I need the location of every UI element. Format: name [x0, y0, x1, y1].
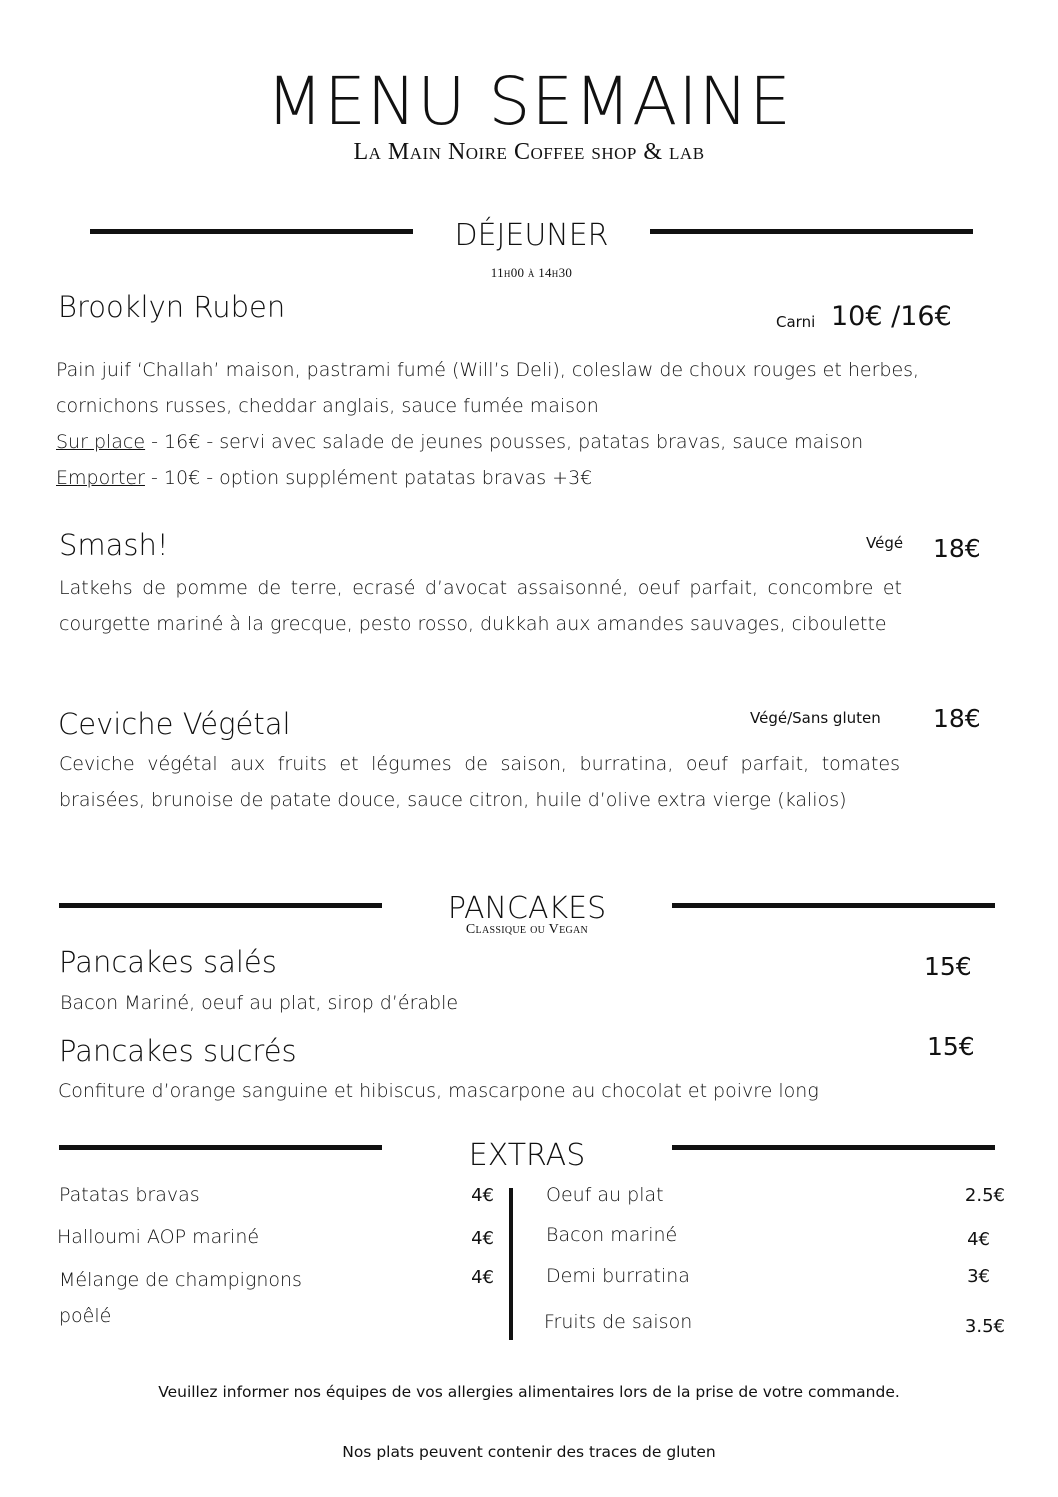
- extra-item-name: Fruits de saison: [544, 1311, 693, 1333]
- allergy-note: Veuillez informer nos équipes de vos allergies alimentaires lors de la prise de votre commande.: [158, 1383, 900, 1401]
- extra-item-price: 3€: [967, 1266, 990, 1287]
- dish-price: 15€: [927, 1032, 975, 1061]
- section-divider-right: [650, 229, 973, 234]
- dish-name: Pancakes salés: [59, 945, 277, 979]
- dish-tag: Végé/Sans gluten: [750, 709, 881, 727]
- gluten-note: Nos plats peuvent contenir des traces de gluten: [342, 1443, 716, 1461]
- page-title: MENU SEMAINE: [266, 63, 792, 140]
- extra-item-price: 3.5€: [964, 1316, 1005, 1337]
- extra-item-name: Patatas bravas: [59, 1184, 200, 1206]
- dish-tag: Végé: [866, 534, 904, 552]
- dish-tag: Carni: [776, 313, 816, 331]
- option-text: - 16€ - servi avec salade de jeunes pousses, patatas bravas, sauce maison: [145, 431, 864, 453]
- dish-price: 10€ /16€: [831, 301, 952, 332]
- dish-name: Smash!: [59, 528, 169, 562]
- section-title-extras: EXTRAS: [468, 1138, 586, 1173]
- section-divider-left: [59, 903, 382, 908]
- section-divider-left: [90, 229, 413, 234]
- extra-item-name: Halloumi AOP mariné: [57, 1226, 260, 1248]
- dish-price: 18€: [933, 534, 981, 563]
- dish-description: Bacon Mariné, oeuf au plat, sirop d’érable: [60, 992, 459, 1014]
- dish-description: Pain juif ‘Challah’ maison, pastrami fumé (Will’s Deli), coleslaw de choux rouges et herbes, cornichons russes, cheddar anglais, sauce fumée maison: [56, 359, 920, 417]
- option-label: Emporter: [56, 467, 145, 489]
- dish-price: 18€: [933, 704, 981, 733]
- dish-option-emporter: [56, 460, 976, 496]
- option-text: - 10€ - option supplément patatas bravas +3€: [144, 467, 593, 489]
- dish-name: Ceviche Végétal: [58, 707, 291, 741]
- extra-item-name: Mélange de champignons poêlé: [59, 1269, 302, 1327]
- dish-description: Latkehs de pomme de terre, ecrasé d’avocat assaisonné, oeuf parfait, concombre et courgette mariné à la grecque, pesto rosso, dukkah aux amandes sauvages, ciboulette: [59, 577, 902, 635]
- extra-item-name: Demi burratina: [546, 1265, 690, 1287]
- extra-item-price: 4€: [471, 1267, 494, 1288]
- section-subtitle: Classique ou Vegan: [465, 922, 589, 937]
- section-title-dejeuner: DÉJEUNER: [454, 218, 609, 253]
- dish-option-sur-place: [56, 424, 976, 460]
- extra-item-price: 4€: [471, 1228, 494, 1249]
- dish-name: Pancakes sucrés: [59, 1034, 297, 1068]
- page-subtitle: La Main Noire Coffee shop & lab: [353, 139, 705, 165]
- column-divider: [509, 1188, 513, 1340]
- section-divider-right: [672, 903, 995, 908]
- section-divider-right: [672, 1145, 995, 1150]
- dish-name: Brooklyn Ruben: [58, 290, 286, 324]
- extra-item-price: 4€: [471, 1185, 494, 1206]
- section-divider-left: [59, 1145, 382, 1150]
- section-hours: 11h00 à 14h30: [490, 265, 573, 280]
- dish-price: 15€: [924, 952, 972, 981]
- extra-item-price: 4€: [967, 1229, 990, 1250]
- dish-description: Confiture d’orange sanguine et hibiscus, mascarpone au chocolat et poivre long: [58, 1080, 819, 1102]
- extra-item-name: Oeuf au plat: [546, 1184, 664, 1206]
- dish-description: Ceviche végétal aux fruits et légumes de saison, burratina, oeuf parfait, tomates braisées, brunoise de patate douce, sauce citron, huile d’olive extra vierge (kalios): [59, 753, 900, 811]
- option-label: Sur place: [56, 431, 146, 453]
- extra-item-name: Bacon mariné: [546, 1224, 678, 1246]
- section-title-pancakes: PANCAKES: [447, 891, 607, 926]
- extra-item-price: 2.5€: [964, 1185, 1005, 1206]
